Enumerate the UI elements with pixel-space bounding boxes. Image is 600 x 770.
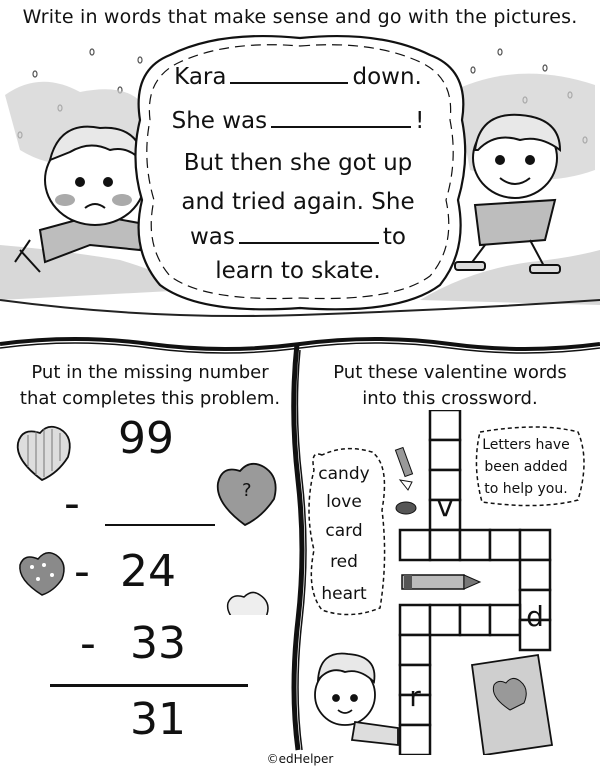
word-bank-item: love xyxy=(326,492,362,512)
story-text: ! xyxy=(415,108,425,134)
peeking-girl-picture xyxy=(315,654,398,745)
question-mark-text: ? xyxy=(242,480,252,501)
minus-sign: - xyxy=(80,618,96,669)
crossword-heading-line-1: Put these valentine words xyxy=(333,362,567,383)
word-bank-item: heart xyxy=(321,584,367,604)
sum-line xyxy=(50,684,248,687)
story-line-2 xyxy=(148,106,448,134)
dotted-heart-icon xyxy=(20,553,64,595)
wavy-heart-icon xyxy=(228,592,268,615)
candy-icon xyxy=(396,502,416,514)
valentine-card-picture xyxy=(472,655,552,755)
crossword-given-letter: r xyxy=(409,680,421,713)
math-heading xyxy=(0,360,300,412)
crossword-heading xyxy=(305,360,595,412)
crayon-icon xyxy=(402,575,480,589)
math-second-number: 24 xyxy=(120,546,176,597)
math-answer: 31 xyxy=(130,694,186,745)
story-line-5 xyxy=(148,222,448,250)
story-line-4: and tried again. She xyxy=(181,189,415,215)
story-line-1 xyxy=(148,62,448,90)
answer-blank-2[interactable] xyxy=(271,106,411,128)
missing-number-blank[interactable] xyxy=(105,524,215,526)
crossword-heading-line-2: into this crossword. xyxy=(362,388,538,409)
hint-line-3: to help you. xyxy=(484,481,568,497)
crossword-given-letter: d xyxy=(526,600,544,633)
answer-blank-3[interactable] xyxy=(239,222,379,244)
crossword-given-letter: v xyxy=(436,490,454,523)
word-bank-item: candy xyxy=(318,464,370,484)
story-line-6: learn to skate. xyxy=(215,258,381,284)
math-top-number: 99 xyxy=(118,413,174,464)
minus-sign: - xyxy=(74,546,90,597)
math-heading-line-1: Put in the missing number xyxy=(31,362,269,383)
answer-blank-1[interactable] xyxy=(230,62,348,84)
hint-line-1: Letters have xyxy=(482,437,570,453)
story-text: down. xyxy=(352,64,422,90)
story-text: Kara xyxy=(174,64,227,90)
candy-icon xyxy=(395,447,412,476)
story-line-3: But then she got up xyxy=(183,150,413,176)
word-bank-item: red xyxy=(330,552,358,572)
story-text: to xyxy=(382,224,406,250)
copyright-footer: ©edHelper xyxy=(266,752,334,766)
hint-line-2: been added xyxy=(484,459,568,475)
instruction-text: Write in words that make sense and go with the pictures. xyxy=(22,6,578,28)
story-text: She was xyxy=(171,108,268,134)
story-text: was xyxy=(190,224,235,250)
math-heading-line-2: that completes this problem. xyxy=(19,388,281,409)
word-bank-item: card xyxy=(325,521,363,541)
math-third-number: 33 xyxy=(130,618,186,669)
minus-sign: - xyxy=(64,478,80,529)
